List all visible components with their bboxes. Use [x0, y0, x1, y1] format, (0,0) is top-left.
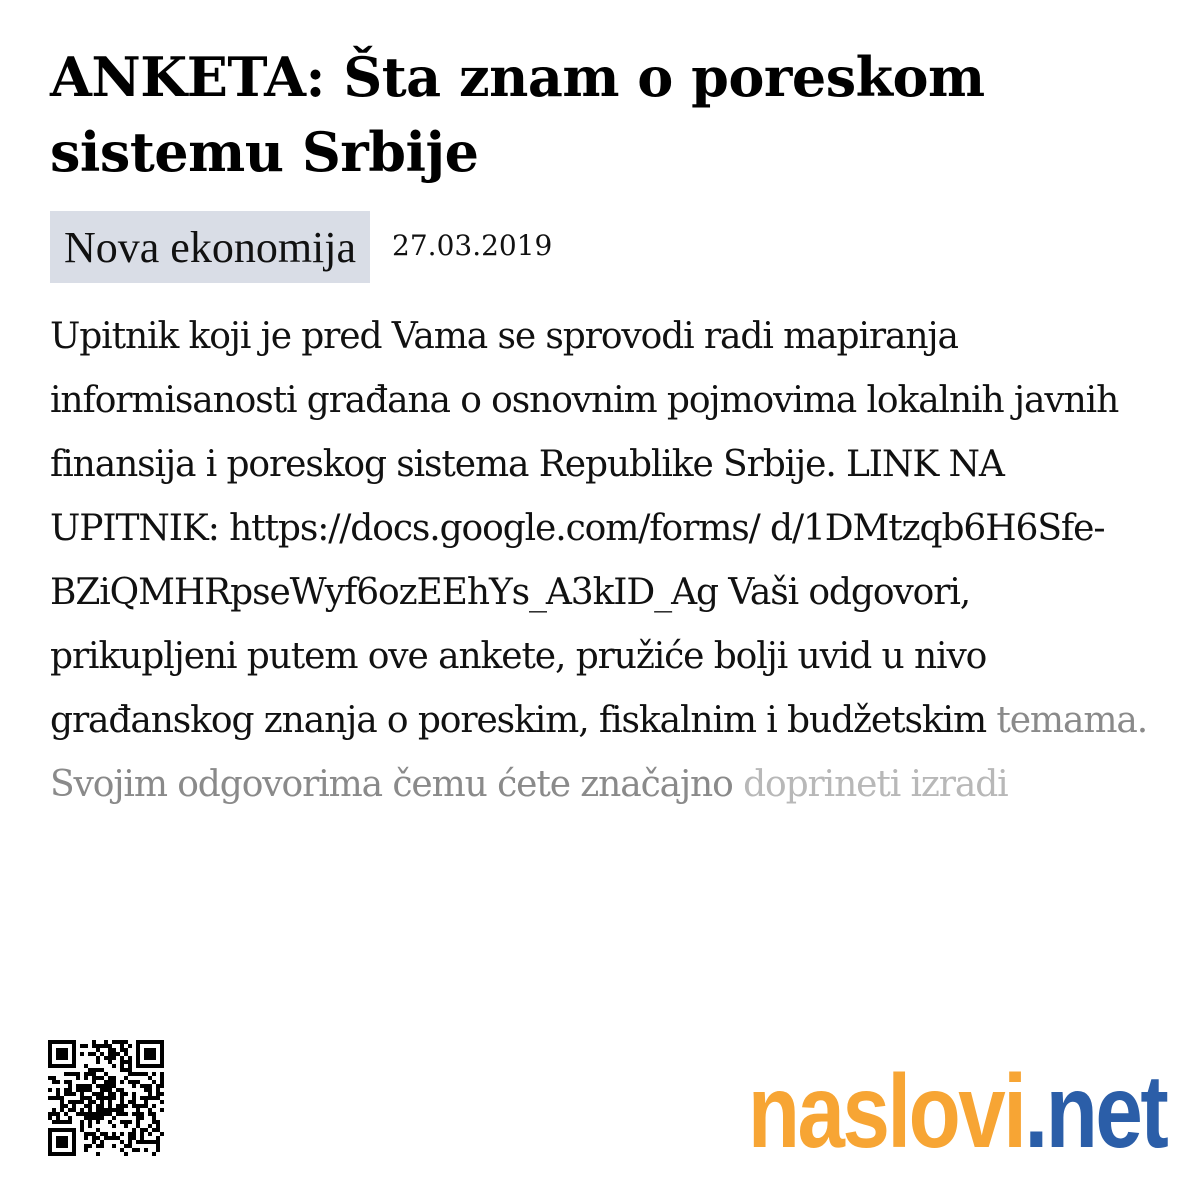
qr-code-icon[interactable]	[48, 1040, 164, 1156]
article-title[interactable]: ANKETA: Šta znam o poreskom sistemu Srbije	[50, 45, 985, 184]
naslovi-logo[interactable]	[747, 1054, 1166, 1170]
excerpt-fade-2: doprineti izradi	[732, 764, 1008, 805]
logo-part-naslovi: naslovi	[747, 1054, 1025, 1170]
article-meta	[50, 211, 552, 283]
excerpt-fade-1: temama. Svojim odgovorima čemu ćete značajno	[50, 700, 1148, 805]
article-excerpt	[50, 305, 1160, 817]
source-badge[interactable]: Nova ekonomija	[50, 211, 370, 283]
excerpt-main: Upitnik koji je pred Vama se sprovodi radi mapiranja informisanosti građana o osnovnim pojmovima lokalnih javnih finansija i poreskog sistema Republike Srbije. LINK NA UPITNIK: https://docs.google.com/forms/ d/1DMtzqb6H6Sfe-BZiQMHRpseWyf6ozEEhYs_A3kID_Ag Vaši odgovori, prikupljeni putem ove ankete, pružiće bolji uvid u nivo građanskog znanja o poreskim, fiskalnim i budžetskim	[50, 316, 1119, 741]
logo-part-net: .net	[1024, 1054, 1166, 1170]
article-date: 27.03.2019	[392, 229, 553, 262]
